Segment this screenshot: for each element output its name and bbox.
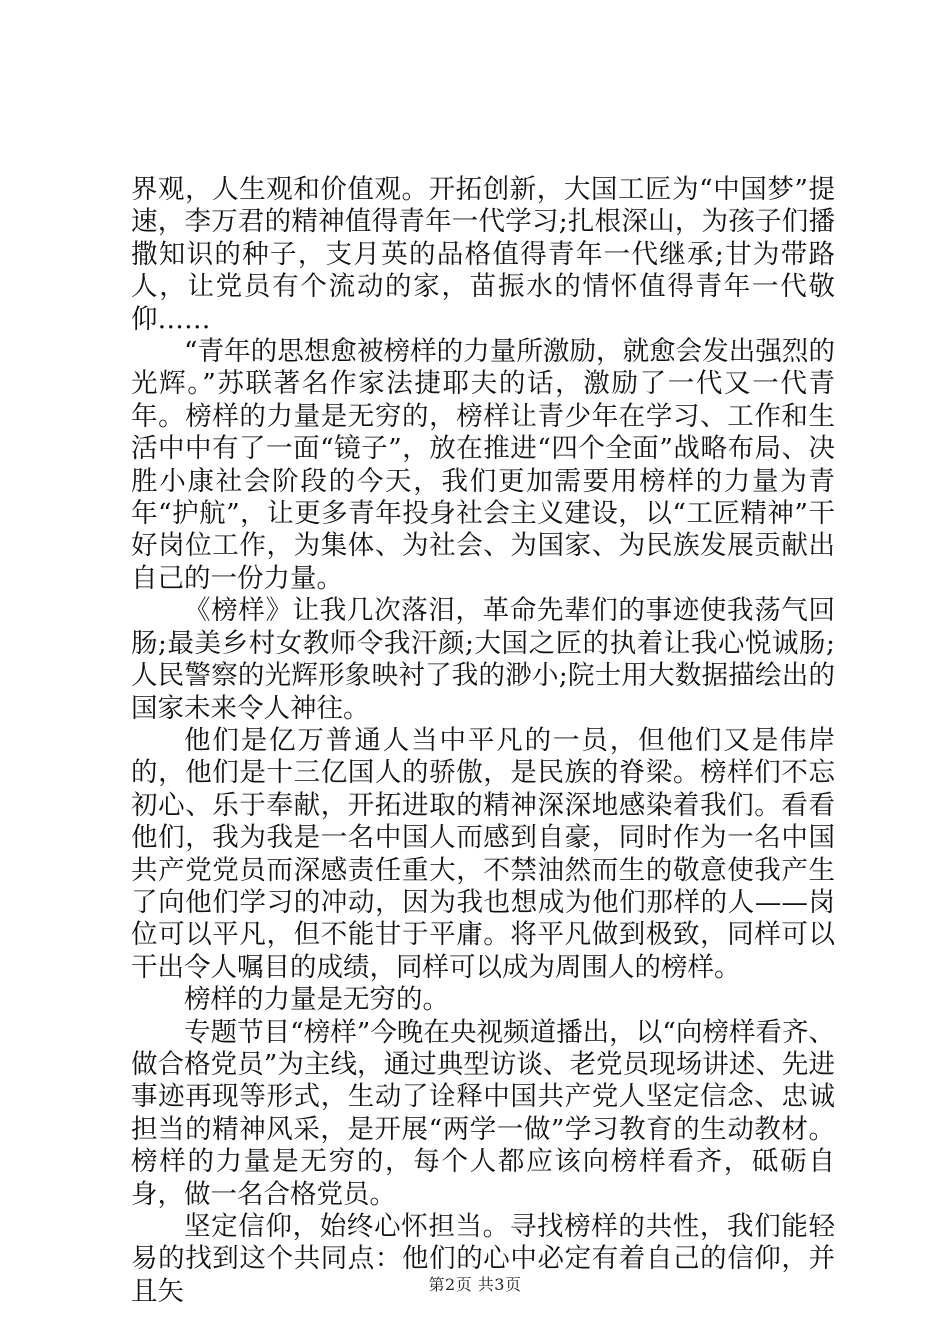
paragraph-1: 界观，人生观和价值观。开拓创新，大国工匠为“中国梦”提速，李万君的精神值得青年一代学习;扎根深山，为孩子们播撒知识的种子，支月英的品格值得青年一代继承;甘为带路人，让党员有个流动的家，苗振水的情怀值得青年一代敬仰…… — [131, 174, 835, 335]
document-body — [131, 174, 835, 1308]
paragraph-5: 榜样的力量是无穷的。 — [184, 984, 449, 1016]
paragraph-4: 他们是亿万普通人当中平凡的一员，但他们又是伟岸的，他们是十三亿国人的骄傲，是民族的脊梁。榜样们不忘初心、乐于奉献，开拓进取的精神深深地感染着我们。看看他们，我为我是一名中国人而感到自豪，同时作为一名中国共产党党员而深感责任重大，不禁油然而生的敬意使我产生了向他们学习的冲动，因为我也想成为他们那样的人——岗位可以平凡，但不能甘于平庸。将平凡做到极致，同样可以干出令人嘱目的成绩，同样可以成为周围人的榜样。 — [131, 724, 835, 983]
paragraph-2: “青年的思想愈被榜样的力量所激励，就愈会发出强烈的光辉。”苏联著名作家法捷耶夫的话，激励了一代又一代青年。榜样的力量是无穷的，榜样让青少年在学习、工作和生活中中有了一面“镜子”，放在推进“四个全面”战略布局、决胜小康社会阶段的今天，我们更加需要用榜样的力量为青年“护航”，让更多青年投身社会主义建设，以“工匠精神”干好岗位工作，为集体、为社会、为国家、为民族发展贡献出自己的一份力量。 — [131, 336, 835, 594]
paragraph-7: 坚定信仰，始终心怀担当。寻找榜样的共性，我们能轻易的找到这个共同点：他们的心中必定有着自己的信仰，并且矢 — [131, 1211, 835, 1307]
paragraph-3: 《榜样》让我几次落泪，革命先辈们的事迹使我荡气回肠;最美乡村女教师令我汗颜;大国之匠的执着让我心悦诚肠;人民警察的光辉形象映衬了我的渺小;院士用大数据描绘出的国家未来令人神往。 — [131, 595, 835, 724]
paragraph-6: 专题节目“榜样”今晚在央视频道播出，以“向榜样看齐、做合格党员”为主线，通过典型访谈、老党员现场讲述、先进事迹再现等形式，生动了诠释中国共产党人坚定信念、忠诚担当的精神风采，是开展“两学一做”学习教育的生动教材。榜样的力量是无穷的，每个人都应该向榜样看齐，砥砺自身，做一名合格党员。 — [131, 1016, 835, 1210]
page-number-footer: 第2页 共3页 — [428, 1275, 522, 1294]
